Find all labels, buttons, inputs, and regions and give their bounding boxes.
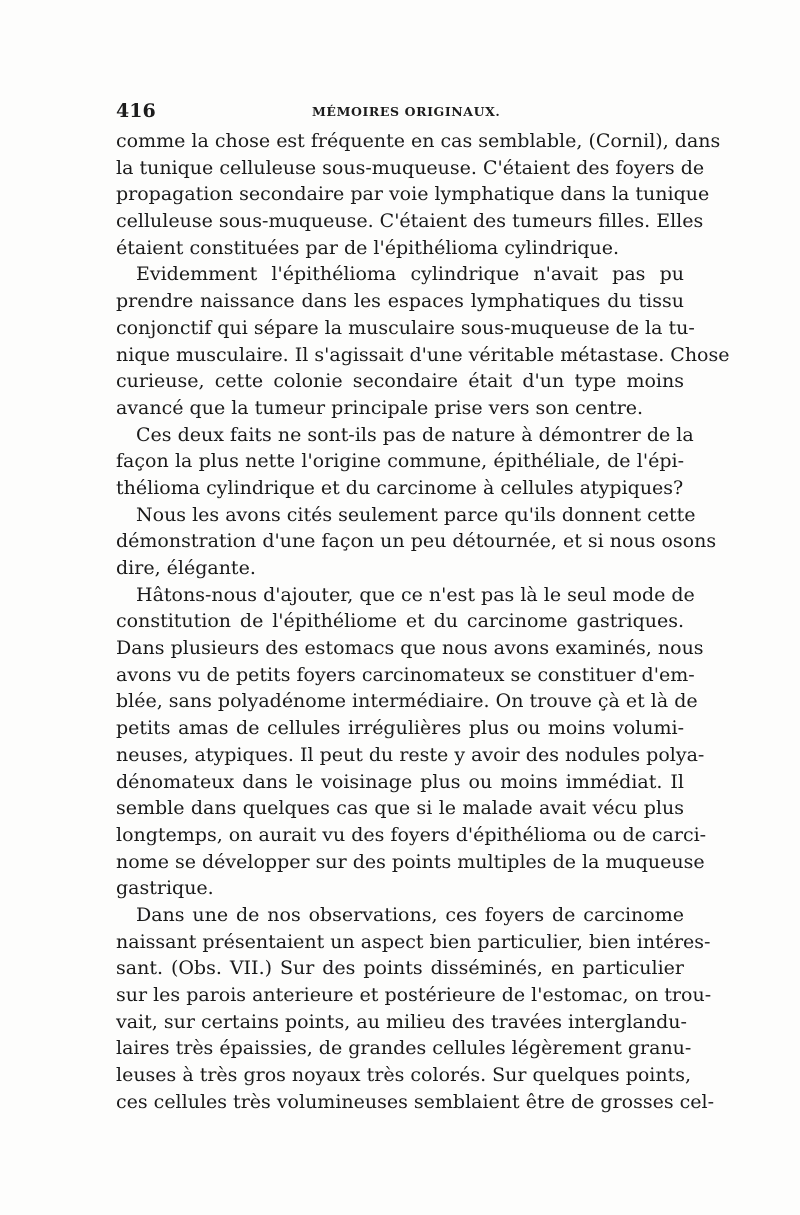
paragraph-6 — [116, 902, 714, 1116]
text-line: nome se développer sur des points multiples de la muqueuse — [116, 850, 705, 873]
text-line: Hâtons-nous d'ajouter, que ce n'est pas là le seul mode de — [136, 583, 695, 606]
text-line: nique musculaire. Il s'agissait d'une véritable métastase. Chose — [116, 343, 730, 366]
text-line: prendre naissance dans les espaces lymphatiques du tissu — [116, 290, 684, 313]
text-line: Evidemment l'épithélioma cylindrique n'avait pas pu — [136, 263, 684, 286]
running-title: MÉMOIRES ORIGINAUX. — [312, 104, 501, 119]
text-line: avons vu de petits foyers carcinomateux se constituer d'em- — [116, 663, 695, 686]
paragraph-5 — [116, 582, 707, 902]
text-line: conjonctif qui sépare la musculaire sous-muqueuse de la tu- — [116, 316, 695, 339]
text-line: dénomateux dans le voisinage plus ou moins immédiat. Il — [116, 770, 684, 793]
text-line: vait, sur certains points, au milieu des travées interglandu- — [116, 1010, 687, 1033]
text-line: naissant présentaient un aspect bien particulier, bien intéres- — [116, 930, 711, 953]
text-line: petits amas de cellules irrégulières plus ou moins volumi- — [116, 717, 684, 740]
text-line: sant. (Obs. VII.) Sur des points disséminés, en particulier — [116, 957, 684, 980]
text-line: Dans plusieurs des estomacs que nous avons examinés, nous — [116, 637, 704, 660]
text-line: Ces deux faits ne sont-ils pas de nature à démontrer de la — [136, 423, 694, 446]
text-line: sur les parois anterieure et postérieure de l'estomac, on trou- — [116, 984, 712, 1006]
text-line: ces cellules très volumineuses semblaient être de grosses cel- — [116, 1090, 714, 1113]
text-line: propagation secondaire par voie lymphatique dans la tunique — [116, 183, 710, 206]
text-line: leuses à très gros noyaux très colorés. Sur quelques points, — [116, 1064, 692, 1087]
text-line: dire, élégante. — [116, 557, 256, 579]
text-line: façon la plus nette l'origine commune, épithéliale, de l'épi- — [116, 450, 684, 473]
text-line: constitution de l'épithéliome et du carcinome gastriques. — [116, 610, 684, 633]
running-head — [116, 100, 684, 126]
paragraph-3 — [116, 422, 694, 502]
paragraph-2 — [116, 261, 730, 421]
text-line: la tunique celluleuse sous-muqueuse. C'étaient des foyers de — [116, 156, 705, 179]
text-line: thélioma cylindrique et du carcinome à cellules atypiques? — [116, 476, 684, 499]
text-line: laires très épaissies, de grandes cellules légèrement granu- — [116, 1037, 692, 1060]
text-line: Dans une de nos observations, ces foyers de carcinome — [136, 903, 684, 926]
text-line: neuses, atypiques. Il peut du reste y avoir des nodules polya- — [116, 743, 705, 766]
text-line: démonstration d'une façon un peu détournée, et si nous osons — [116, 530, 717, 553]
text-line: blée, sans polyadénome intermédiaire. On trouve çà et là de — [116, 690, 698, 713]
text-line: gastrique. — [116, 877, 214, 900]
text-line: longtemps, on aurait vu des foyers d'épithélioma ou de carci- — [116, 823, 707, 846]
text-line: celluleuse sous-muqueuse. C'étaient des tumeurs filles. Elles — [116, 210, 704, 233]
text-line: curieuse, cette colonie secondaire était d'un type moins — [116, 370, 684, 393]
body-text — [116, 128, 730, 1115]
text-line: étaient constituées par de l'épithélioma cylindrique. — [116, 236, 620, 259]
paragraph-4 — [116, 502, 717, 582]
text-line: semble dans quelques cas que si le malade avait vécu plus — [116, 797, 684, 820]
paragraph-1 — [116, 128, 721, 261]
text-line: avancé que la tumeur principale prise vers son centre. — [116, 396, 644, 419]
page-number: 416 — [116, 100, 156, 122]
text-line: Nous les avons cités seulement parce qu'ils donnent cette — [136, 503, 696, 526]
text-line: comme la chose est fréquente en cas semblable, (Cornil), dans — [116, 130, 721, 152]
